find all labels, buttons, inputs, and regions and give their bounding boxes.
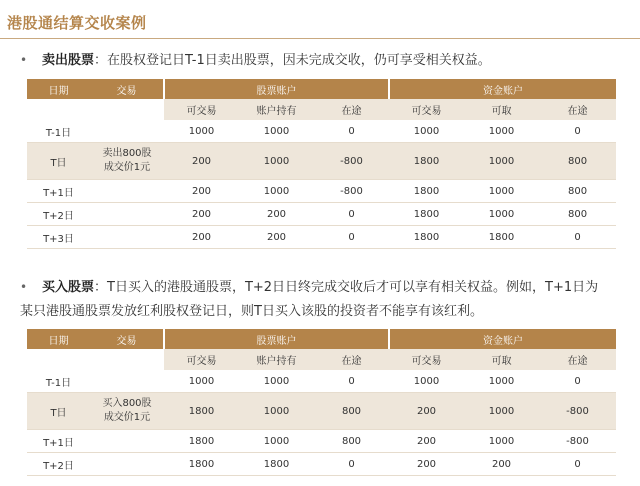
sell-example-table xyxy=(27,79,616,249)
cell-c2: 200 xyxy=(464,453,539,476)
cell-s2: 1000 xyxy=(239,180,314,203)
cell-s1: 200 xyxy=(164,180,239,203)
cell-c1: 1800 xyxy=(389,143,464,180)
table-row xyxy=(27,393,616,430)
section-buy-description xyxy=(20,275,630,324)
cell-c1: 1800 xyxy=(389,226,464,249)
cell-s1: 200 xyxy=(164,143,239,180)
cell-txn xyxy=(90,453,164,476)
section-buy-text: ：T日买入的港股通股票，T+2日日终完成交收后才可以享有相关权益。例如，T+1日为 xyxy=(94,280,599,295)
cell-txn xyxy=(90,226,164,249)
cell-s3: 0 xyxy=(314,203,389,226)
cell-s3: 0 xyxy=(314,453,389,476)
cell-s2: 1800 xyxy=(239,453,314,476)
header-transaction: 交易 xyxy=(90,329,164,349)
cell-c1: 1000 xyxy=(389,370,464,393)
cell-c2: 1800 xyxy=(464,226,539,249)
cell-s3: 0 xyxy=(314,226,389,249)
cell-c2: 1000 xyxy=(464,370,539,393)
table-header-row xyxy=(27,329,616,349)
subheader-stock-tradable: 可交易 xyxy=(164,99,239,120)
cell-s2: 1000 xyxy=(239,143,314,180)
cell-date: T+2日 xyxy=(27,453,90,476)
cell-c2: 1000 xyxy=(464,393,539,430)
cell-c1: 1000 xyxy=(389,120,464,143)
subheader-cash-withdrawable: 可取 xyxy=(464,99,539,120)
section-sell-description xyxy=(20,48,630,73)
cell-c3: 0 xyxy=(539,120,616,143)
cell-s1: 1800 xyxy=(164,393,239,430)
section-buy-text-line2: 某只港股通股票发放红利股权登记日，则T日买入该股的投资者不能享有该红利。 xyxy=(20,304,483,319)
subheader-cash-tradable: 可交易 xyxy=(389,99,464,120)
table-row xyxy=(27,226,616,249)
table-row xyxy=(27,120,616,143)
cell-txn-line: 成交价1元 xyxy=(103,412,151,423)
cell-s3: -800 xyxy=(314,180,389,203)
cell-c2: 1000 xyxy=(464,430,539,453)
header-cash-account: 资金账户 xyxy=(389,329,616,349)
table-header-row xyxy=(27,79,616,99)
cell-date: T-1日 xyxy=(27,120,90,143)
cell-date: T+3日 xyxy=(27,226,90,249)
bullet-icon: • xyxy=(20,53,28,67)
cell-c1: 1800 xyxy=(389,180,464,203)
table-row xyxy=(27,430,616,453)
subheader-stock-transit: 在途 xyxy=(314,99,389,120)
cell-s2: 1000 xyxy=(239,120,314,143)
header-date: 日期 xyxy=(27,79,90,99)
table-row xyxy=(27,143,616,180)
cell-s1: 200 xyxy=(164,226,239,249)
cell-s3: 800 xyxy=(314,430,389,453)
cell-txn xyxy=(90,120,164,143)
subheader-cash-transit: 在途 xyxy=(539,349,616,370)
cell-txn-line: 卖出800股 xyxy=(102,148,152,159)
table-row xyxy=(27,180,616,203)
cell-s1: 1000 xyxy=(164,120,239,143)
cell-txn xyxy=(90,393,164,430)
cell-s2: 1000 xyxy=(239,370,314,393)
cell-c2: 1000 xyxy=(464,203,539,226)
cell-s2: 1000 xyxy=(239,393,314,430)
cell-c3: 800 xyxy=(539,180,616,203)
subheader-cash-tradable: 可交易 xyxy=(389,349,464,370)
cell-s1: 200 xyxy=(164,203,239,226)
cell-date: T日 xyxy=(27,143,90,180)
bullet-icon: • xyxy=(20,280,28,294)
page-title: 港股通结算交收案例 xyxy=(7,14,147,32)
table-subheader-row xyxy=(27,349,616,370)
subheader-stock-transit: 在途 xyxy=(314,349,389,370)
header-stock-account: 股票账户 xyxy=(164,79,389,99)
cell-s3: 0 xyxy=(314,120,389,143)
cell-s3: -800 xyxy=(314,143,389,180)
section-sell-heading: 卖出股票 xyxy=(42,53,95,68)
table-subheader-row xyxy=(27,99,616,120)
cell-c2: 1000 xyxy=(464,143,539,180)
header-date: 日期 xyxy=(27,329,90,349)
cell-s1: 1000 xyxy=(164,370,239,393)
cell-s2: 200 xyxy=(239,226,314,249)
cell-txn-line: 成交价1元 xyxy=(103,162,151,173)
subheader-cash-withdrawable: 可取 xyxy=(464,349,539,370)
cell-c3: 0 xyxy=(539,226,616,249)
cell-txn xyxy=(90,370,164,393)
table-row xyxy=(27,203,616,226)
cell-date: T日 xyxy=(27,393,90,430)
header-cash-account: 资金账户 xyxy=(389,79,616,99)
cell-txn xyxy=(90,203,164,226)
table-row xyxy=(27,370,616,393)
cell-s1: 1800 xyxy=(164,453,239,476)
cell-s2: 1000 xyxy=(239,430,314,453)
header-stock-account: 股票账户 xyxy=(164,329,389,349)
cell-c3: 0 xyxy=(539,453,616,476)
cell-c1: 1800 xyxy=(389,203,464,226)
section-sell-text: ：在股权登记日T-1日卖出股票，因未完成交收，仍可享受相关权益。 xyxy=(94,53,491,68)
cell-c3: -800 xyxy=(539,430,616,453)
buy-example-table xyxy=(27,329,616,476)
cell-date: T-1日 xyxy=(27,370,90,393)
cell-s1: 1800 xyxy=(164,430,239,453)
cell-c2: 1000 xyxy=(464,120,539,143)
cell-c1: 200 xyxy=(389,453,464,476)
cell-s3: 800 xyxy=(314,393,389,430)
cell-txn xyxy=(90,180,164,203)
subheader-stock-tradable: 可交易 xyxy=(164,349,239,370)
cell-c3: 800 xyxy=(539,203,616,226)
cell-date: T+1日 xyxy=(27,180,90,203)
cell-s2: 200 xyxy=(239,203,314,226)
subheader-stock-held: 账户持有 xyxy=(239,349,314,370)
cell-c1: 200 xyxy=(389,393,464,430)
table-row xyxy=(27,453,616,476)
subheader-stock-held: 账户持有 xyxy=(239,99,314,120)
cell-txn xyxy=(90,143,164,180)
cell-c1: 200 xyxy=(389,430,464,453)
header-transaction: 交易 xyxy=(90,79,164,99)
cell-c3: 800 xyxy=(539,143,616,180)
subheader-cash-transit: 在途 xyxy=(539,99,616,120)
cell-txn-line: 买入800股 xyxy=(102,398,152,409)
cell-date: T+1日 xyxy=(27,430,90,453)
section-buy-heading: 买入股票 xyxy=(42,280,95,295)
cell-txn xyxy=(90,430,164,453)
cell-c2: 1000 xyxy=(464,180,539,203)
cell-s3: 0 xyxy=(314,370,389,393)
cell-date: T+2日 xyxy=(27,203,90,226)
title-divider xyxy=(0,38,640,39)
cell-c3: 0 xyxy=(539,370,616,393)
cell-c3: -800 xyxy=(539,393,616,430)
